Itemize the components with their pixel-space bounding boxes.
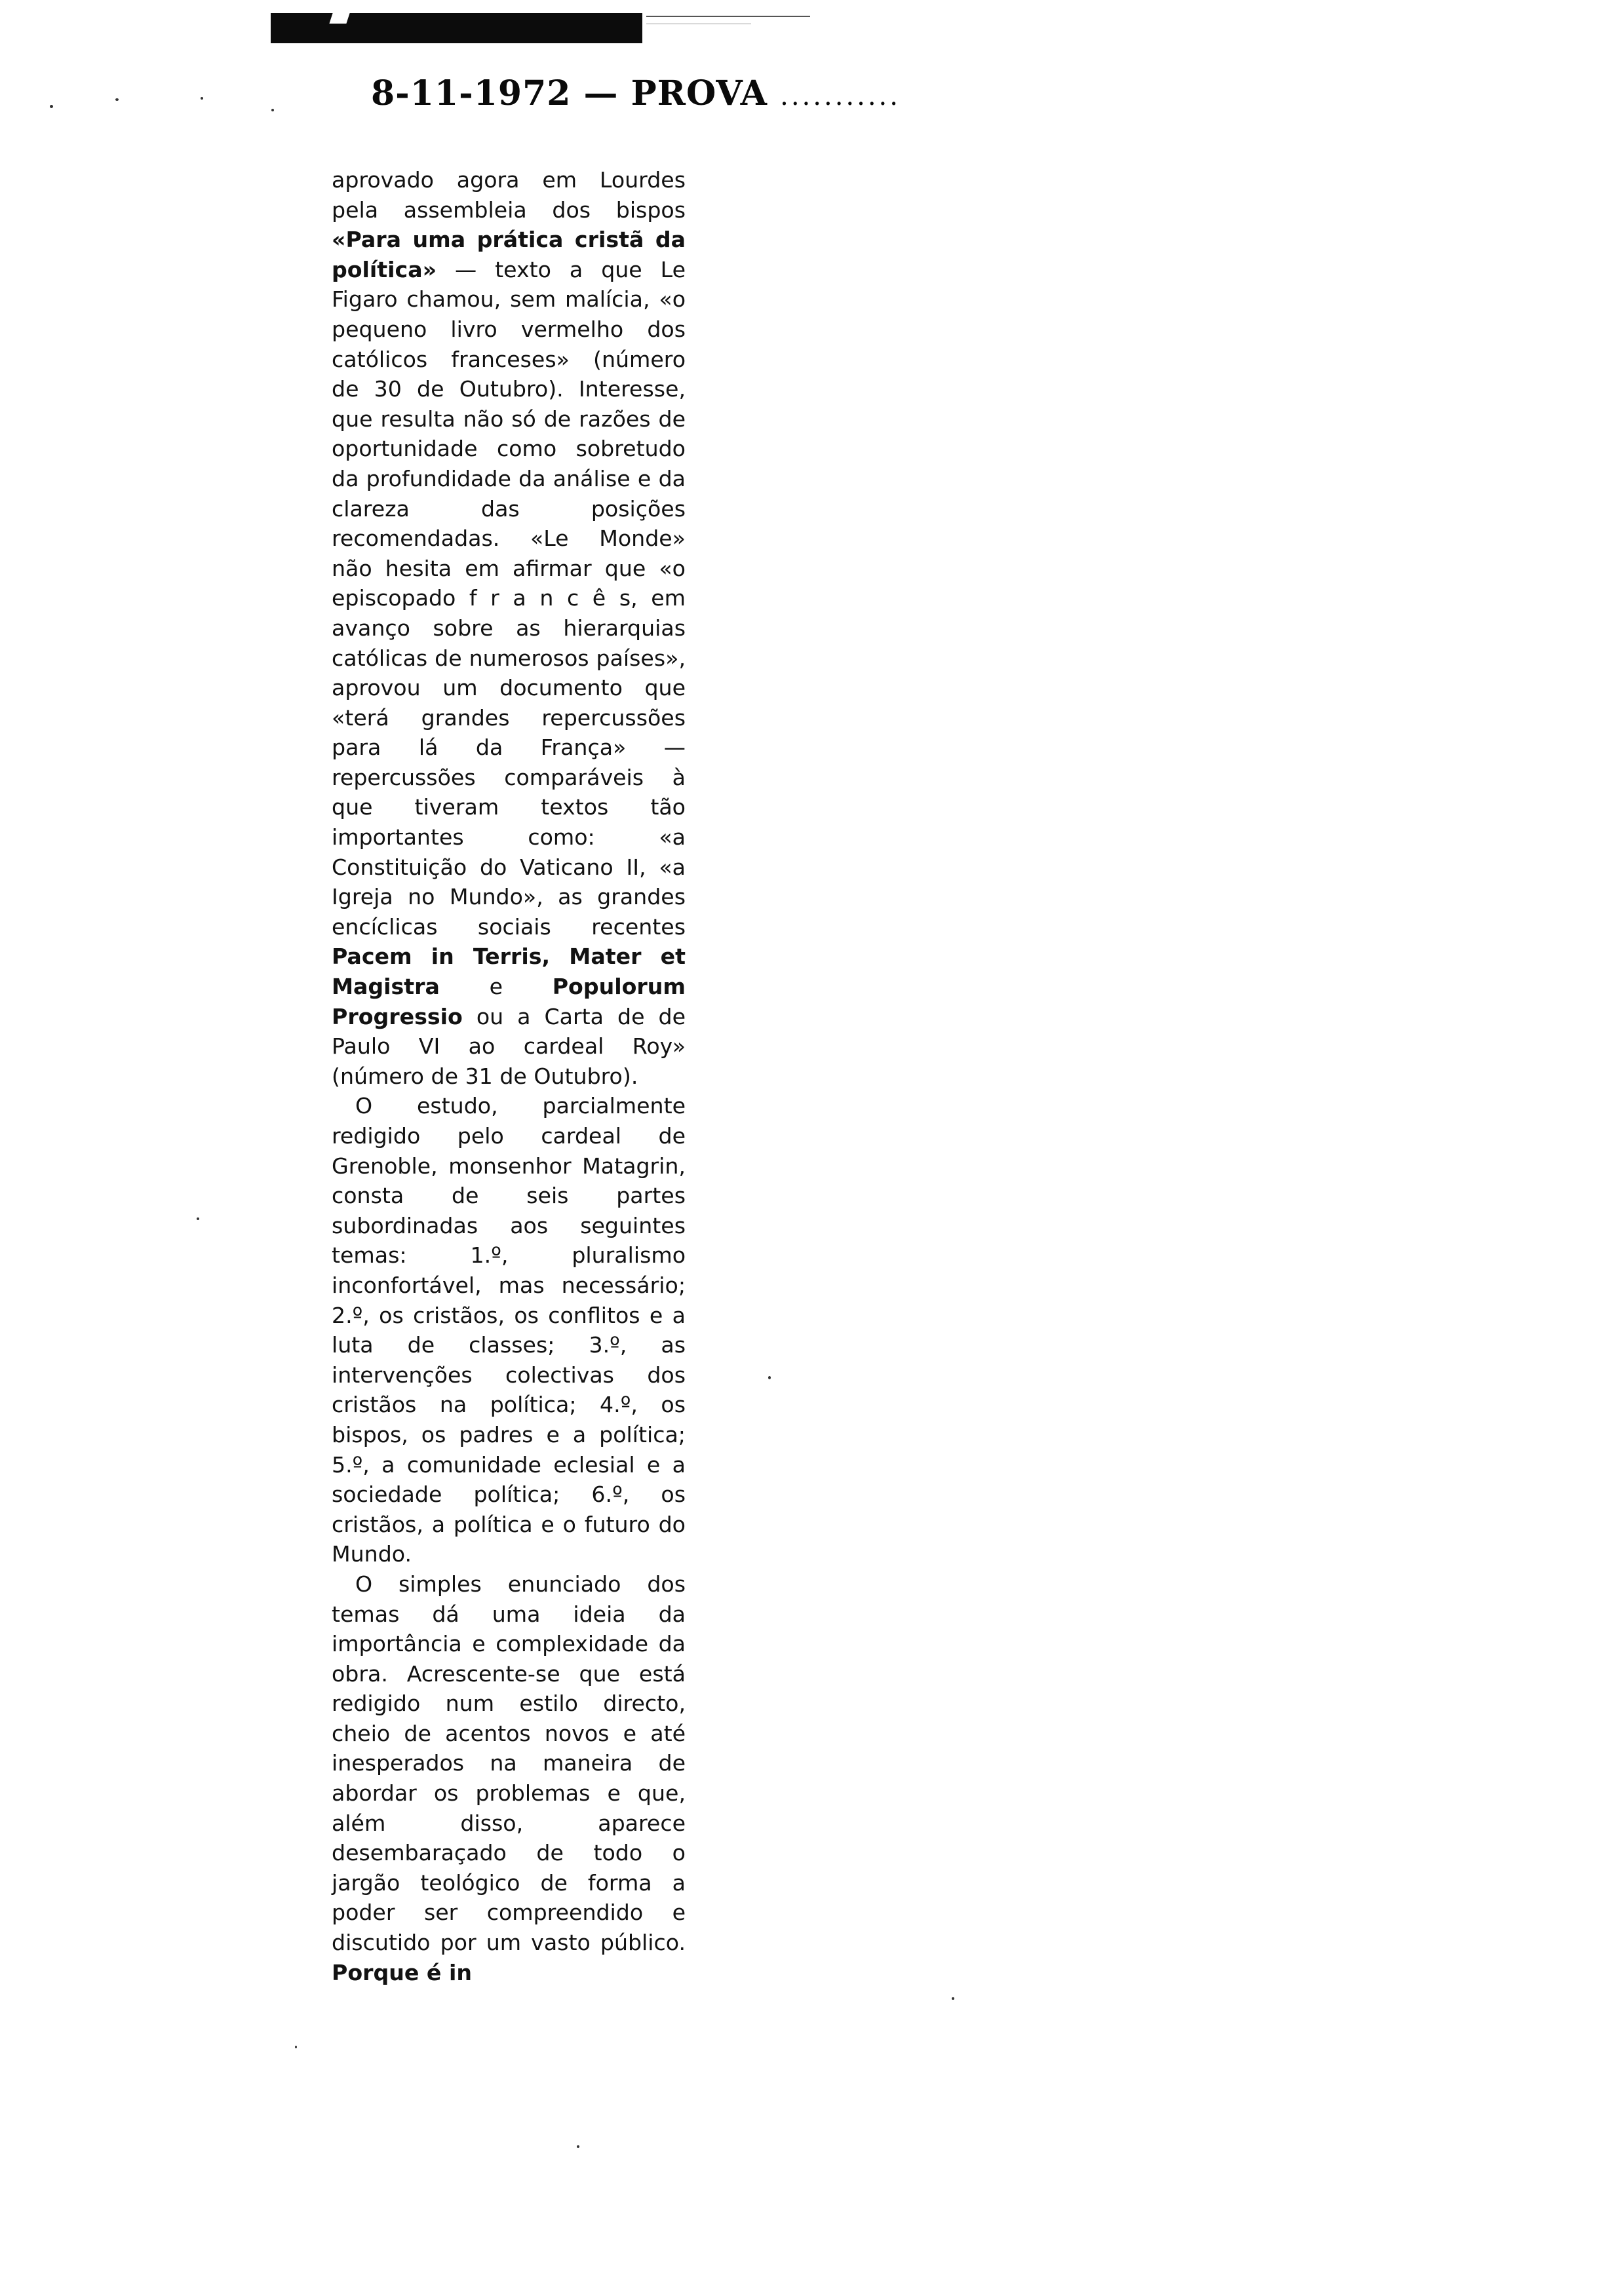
- article-paragraph: [332, 1569, 686, 1987]
- scan-speck: [201, 97, 203, 100]
- scan-speck: [115, 98, 119, 101]
- bold-text: «Para uma prática cristã da política»: [332, 227, 686, 282]
- bold-text: Porque é in: [332, 1959, 473, 1985]
- body-text: O estudo, parcialmente redigido pelo cardeal de Grenoble, monsenhor Matagrin, consta de seis partes subordinadas aos seguintes temas: 1.º, pluralismo inconfortável, mas necessário; 2.º, os cristãos, os conflitos e a luta de classes; 3.º, as intervenções colectivas dos cristãos na política; 4.º, os bispos, os padres e a política; 5.º, a comunidade eclesial e a sociedade política; 6.º, os cristãos, a política e o futuro do Mundo.: [332, 1093, 686, 1567]
- body-text: ou a Carta de de Paulo VI ao cardeal Roy» (número de 31 de Outubro).: [332, 1003, 686, 1089]
- header-separator: —: [583, 73, 619, 113]
- bold-text: Pacem in Terris, Mater et Magistra: [332, 944, 686, 1000]
- top-rule: [646, 16, 810, 17]
- body-text: — texto a que Le Figaro chamou, sem malícia, «o pequeno livro vermelho dos católicos franceses» (número de 30 de Outubro). Interesse, que resulta não só de razões de oportunidade como sobretudo da profundidade da análise e da clareza das posições recomendadas. «Le Monde» não hesita em afirmar que «o episcopado f r a n c ê s, em avanço sobre as hierarquias católicas de numerosos países», aprovou um documento que «terá grandes repercussões para lá da França» — repercussões comparáveis à que tiveram textos tão importantes como: «a Constituição do Vaticano II, «a Igreja no Mundo», as grandes encíclicas sociais recentes: [332, 256, 686, 940]
- scan-speck: [577, 2145, 579, 2148]
- scan-speck: [271, 109, 274, 111]
- scan-speck: [197, 1217, 199, 1220]
- scan-speck: [952, 1997, 954, 2000]
- header-label: PROVA: [631, 73, 768, 113]
- scan-speck: [295, 2046, 297, 2048]
- header-date: 8-11-1972: [371, 73, 572, 113]
- scan-speck: [768, 1376, 771, 1379]
- clipping-header: [371, 73, 901, 113]
- body-text: e: [439, 974, 553, 1000]
- top-bar-notch: [329, 13, 349, 24]
- body-text: aprovado agora em Lourdes pela assembleia dos bispos: [332, 167, 686, 223]
- top-black-bar: [271, 13, 642, 43]
- scan-speck: [50, 105, 53, 108]
- body-text: O simples enunciado dos temas dá uma ideia da importância e complexidade da obra. Acrescente-se que está redigido num estilo directo, cheio de acentos novos e até inesperados na maneira de abordar os problemas e que, além disso, aparece desembaraçado de todo o jargão teológico de forma a poder ser compreendido e discutido por um vasto público.: [332, 1571, 686, 1956]
- header-dots: ...........: [780, 81, 901, 111]
- article-column: [332, 165, 686, 1987]
- article-paragraph: [332, 165, 686, 1091]
- bold-text: Populorum Progressio: [332, 974, 686, 1029]
- article-paragraph: [332, 1091, 686, 1569]
